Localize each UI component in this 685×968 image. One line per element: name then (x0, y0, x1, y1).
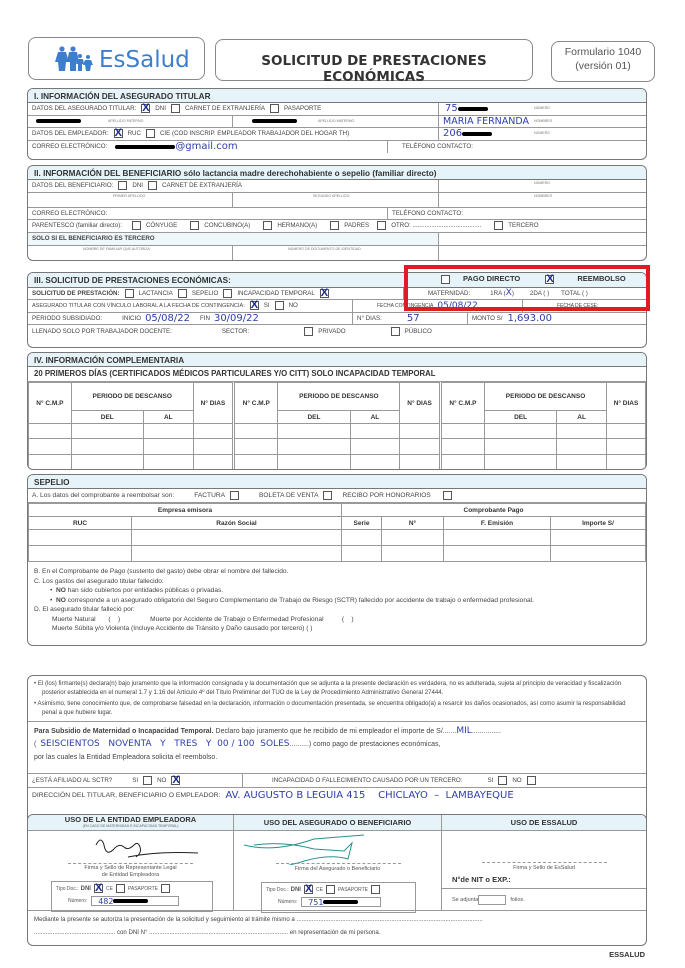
col-ruc: RUC (29, 517, 132, 530)
concubino-checkbox[interactable] (190, 221, 199, 230)
asegurado-doc-box (261, 882, 416, 913)
col-al: AL (143, 411, 193, 424)
title-rest: sólo lactancia madre derechohabiente o sepelio (familiar directo) (181, 169, 437, 178)
entidad-column (28, 815, 234, 910)
dias-value: 57 (406, 312, 420, 324)
label: folios. (510, 897, 525, 903)
label: LACTANCIA (138, 289, 173, 297)
label: SI (487, 777, 494, 784)
label: ¿ESTÁ AFILIADO AL SCTR? (32, 777, 113, 784)
label: DATOS DEL BENEFICIARIO: (32, 182, 114, 190)
authorization-end: en representación de mi persona. (289, 929, 381, 936)
apellido-paterno-field[interactable] (28, 116, 233, 128)
rep-pasaporte-checkbox[interactable] (161, 884, 170, 893)
subsidio-closing: por las cuales la Entidad Empleadora solicita el reembolso. (34, 754, 218, 761)
label: TELÉFONO CONTACTO: (402, 143, 473, 151)
label: PAGO DIRECTO (463, 274, 521, 283)
doc-number-field[interactable] (439, 103, 646, 115)
label: CORREO ELECTRÓNICO: (32, 209, 108, 217)
section-title: SEPELIO (28, 475, 646, 489)
tercero-no-checkbox[interactable] (527, 776, 536, 785)
label: FECHA CONTINGENCIA (377, 302, 434, 309)
table-row[interactable] (29, 530, 646, 546)
sctr-si-checkbox[interactable] (143, 776, 152, 785)
bullet-1: • NO han sido cubiertos por entidades públicas o privadas. (50, 587, 224, 594)
ben-telefono-field[interactable] (388, 208, 646, 220)
title-bold: II. INFORMACIÓN DEL BENEFICIARIO (34, 169, 182, 178)
col-periodo: PERIODO DE DESCANSO (278, 383, 400, 411)
entidad-sub: (EN CASO DE MATERNIDAD E INCAPACIDAD TEMPORAL) (82, 824, 179, 828)
sepelio-b: B. En el Comprobante de Pago (sustento del gasto) debe obrar el nombre del fallecido. (34, 568, 289, 575)
col-periodo: PERIODO DE DESCANSO (71, 383, 193, 411)
label: TERCERO (508, 222, 539, 230)
label: NOMBRES (534, 118, 553, 123)
vinculo-no-checkbox[interactable] (275, 301, 284, 310)
firma-rep-2: de Entidad Empleadora (101, 872, 160, 878)
label: SI (263, 302, 270, 310)
label: Se adjunta (452, 897, 479, 903)
rep-number-field[interactable] (91, 896, 179, 906)
logo-box (28, 37, 205, 80)
correo-field[interactable] (28, 141, 388, 154)
section-sepelio (27, 474, 647, 646)
firma-rep: Firma y Sello de Representante Legal (84, 865, 177, 871)
label: CARNET DE EXTRANJERÍA (162, 182, 243, 190)
label: MONTO S/ (472, 314, 503, 322)
authorization-line-2[interactable]: ................................................ con DNI N° .................................................................................. (34, 929, 289, 936)
col-serie: Serie (342, 517, 382, 530)
employer-number-value: 206 (443, 128, 463, 140)
pasaporte-checkbox[interactable] (270, 104, 279, 113)
label: PASAPORTE (127, 885, 159, 892)
form-number: Formulario 1040 (564, 46, 642, 58)
conyuge-checkbox[interactable] (132, 221, 141, 230)
label: Número: (278, 899, 298, 905)
label: DNI (290, 886, 301, 893)
aseg-pasaporte-checkbox[interactable] (371, 885, 380, 894)
rep-dni-checkbox[interactable] (94, 884, 103, 893)
fecha-contingencia-value: 05/08/22 (437, 300, 478, 311)
title-box (215, 39, 533, 85)
apellido-materno-field[interactable] (233, 116, 439, 128)
firma-essalud: Firma y Sello de EsSalud (513, 865, 575, 871)
ben-correo-field[interactable] (28, 208, 388, 220)
section-title (28, 166, 646, 180)
signature-asegurado-icon (244, 831, 364, 865)
label: DNI (155, 105, 166, 113)
label: APELLIDO MATERNO (318, 118, 355, 123)
label: INCAPACIDAD O FALLECIMIENTO CAUSADO POR UN TERCERO: (272, 777, 463, 784)
numero-documento-field[interactable] (233, 246, 439, 260)
label: Número: (68, 898, 88, 904)
nit-label: N°de NIT o EXP.: (452, 875, 511, 884)
label: HERMANO(A) (277, 222, 318, 230)
sepelio-checkbox[interactable] (178, 289, 187, 298)
certificados-table (28, 382, 646, 470)
label: N° DIAS: (357, 314, 382, 322)
primer-apellido-field[interactable] (28, 193, 233, 207)
label: TOTAL ( ) (561, 289, 588, 297)
label: CÓNYUGE (145, 222, 178, 230)
label: 2DA ( ) (529, 289, 550, 297)
nombres-value: MARIA FERNANDA (443, 115, 530, 127)
after-amount: ) como pago de prestaciones económicas, (308, 741, 441, 748)
bullet-2: • NO corresponde a un asegurado obligatorio del Seguro Complementario de Trabajo de Riesgo (SCTR) fallecido por accidente de trabajo o enfermedad profesional. (50, 596, 534, 604)
hermano-checkbox[interactable] (263, 221, 272, 230)
label: SECTOR: (221, 327, 250, 335)
label: APELLIDO PATERNO (108, 118, 144, 123)
label: INCAPACIDAD TEMPORAL (237, 289, 315, 297)
section-declaracion: • El (los) firmante(s) declara(n) bajo juramento que la información consignada y la documentación que se adjunta a la presente declaración es verdadera, no es adulterada, sujeta al principio de veracidad y fiscalización posterior establecida en el numeral 1.7 y 1.16 del Artículo 4º del Título Preliminar del TUO de la Ley de Procedimiento Administrativo General 27444. • Asimismo, tiene conocimiento que, de comprobarse falsedad en la declaración, información o documentación presentada, se encuentra obligado(a) a resarcir los daños ocasionados, así como asumir la responsabilidad penal a que hubiere lugar. Para Subsidio de Maternidad o Incapacidad Temporal. Declaro bajo juramento que he recibido de mi empleador el importe de S/.......MIL............... ( SEISCIENTOS NOVENTA Y TRES Y 00 / 100 SOLES..........) como pago de prestaciones económicas, por las cuales la Entidad Empleadora solicita el reembolso. ¿ESTÁ AFILIADO AL SCTR? SI NO X INCAPACIDAD O FALLECIMIENTO CAUSADO POR UN TERCERO: SI NO DIRECCIÓN DEL TITULAR, BENEFICIARIO O EMPLEADOR: AV. AUGUSTO B LEGUIA 415 CHICLAYO – LAMBAYEQUE (27, 675, 647, 829)
label: PERIODO SUBSIDIADO: (32, 314, 103, 322)
tercero-checkbox[interactable] (494, 221, 503, 230)
col-dias: N° DIAS (607, 383, 646, 424)
label: DATOS DEL ASEGURADO TITULAR: (32, 105, 137, 113)
section-asegurado-titular (27, 88, 647, 160)
label: NO (157, 777, 167, 784)
firma-asegurado: Firma del Asegurado o Beneficiario (294, 866, 381, 872)
form-version: (versión 01) (575, 60, 631, 72)
subtitle: 20 PRIMEROS DÍAS (CERTIFICADOS MÉDICOS PARTICULARES Y/O CITT) SOLO INCAPACIDAD TEMPORAL (28, 367, 646, 382)
label: NOMBRES (534, 193, 553, 198)
amount-word[interactable]: MIL (456, 726, 472, 736)
ruc-checkbox[interactable] (114, 129, 123, 138)
section-complementaria (27, 352, 647, 470)
sepelio-d: D. El asegurado titular falleció por: (34, 606, 135, 613)
factura-checkbox[interactable] (230, 491, 239, 500)
col-al: AL (557, 411, 607, 424)
label: NO (512, 777, 522, 784)
family-logo-icon (55, 46, 97, 72)
text: han sido cubiertos por entidades públicas o privadas. (65, 587, 224, 594)
direccion-field[interactable] (28, 788, 646, 803)
folios-field[interactable] (478, 895, 506, 905)
bold: NO (55, 596, 66, 604)
section-title: IV. INFORMACIÓN COMPLEMENTARIA (28, 353, 646, 367)
label: REEMBOLSO (577, 274, 626, 283)
table-row[interactable] (29, 439, 646, 454)
recibo-checkbox[interactable] (443, 491, 452, 500)
muerte-natural[interactable]: Muerte Natural ( ) (52, 615, 121, 623)
incapacidad-mark[interactable] (320, 289, 329, 298)
highlight-box (404, 265, 650, 311)
sctr-no-checkbox[interactable] (171, 776, 180, 785)
label: CARNET DE EXTRANJERÍA (184, 105, 265, 113)
declaration-bullet-1: • El (los) firmante(s) declara(n) bajo juramento que la información consignada y la documentación que se adjunta a la presente declaración es verdadera, no es adulterada, sujeta al principio de veracidad y fiscalización posterior establecida en el numeral 1.7 y 1.16 del Artículo 4º del Título Preliminar del TUO de la Ley de Procedimiento Administrativo General 27444. (34, 680, 622, 696)
label: PARENTESCO (familiar directo): (32, 222, 122, 230)
aseg-ce-checkbox[interactable] (326, 885, 335, 894)
label: RUC (127, 130, 141, 138)
nombres-field[interactable] (439, 116, 646, 128)
col-periodo: PERIODO DE DESCANSO (485, 383, 607, 411)
section-title: I. INFORMACIÓN DEL ASEGURADO TITULAR (28, 89, 646, 103)
doc-number-value: 75 (445, 103, 458, 115)
label: INICIO (122, 314, 142, 322)
label: NÚMERO (534, 131, 550, 135)
title: III. SOLICITUD DE PRESTACIONES ECONÓMICAS: (34, 276, 231, 285)
subsidio-lead: Para Subsidio de Maternidad o Incapacidad Temporal. (34, 728, 214, 735)
aseg-dni-checkbox[interactable] (304, 885, 313, 894)
label: LLENADO SOLO POR TRABAJADOR DOCENTE: (32, 327, 172, 335)
label: Tipo Doc.: (266, 886, 289, 893)
vinculo-si-checkbox[interactable] (250, 301, 259, 310)
label: FECHA DE CESE: (557, 302, 599, 309)
section-beneficiario (27, 165, 647, 261)
label: CE (105, 885, 113, 892)
essalud-title: USO DE ESSALUD (442, 815, 646, 831)
label: DIRECCIÓN DEL TITULAR, BENEFICIARIO O EMPLEADOR: (32, 792, 221, 799)
label: PASAPORTE (337, 886, 369, 893)
monto-field[interactable] (468, 313, 646, 325)
aseg-number-field[interactable] (301, 897, 381, 907)
col-del: DEL (485, 411, 557, 424)
label: SEGUNDO APELLIDO (313, 193, 350, 198)
col-razon-social: Razón Social (132, 517, 342, 530)
col-dias: N° DIAS (193, 383, 233, 424)
label: SEPELIO (191, 289, 219, 297)
col-al: AL (350, 411, 400, 424)
label: ) (511, 289, 514, 297)
label: Tipo Doc.: (56, 885, 79, 892)
label: DNI (132, 182, 144, 190)
ben-nombres-field[interactable] (439, 193, 646, 207)
dias-field[interactable] (353, 313, 468, 325)
ben-carnet-checkbox[interactable] (148, 181, 157, 190)
label: NÚMERO (534, 181, 550, 185)
label: PRIVADO (318, 327, 346, 335)
label: PADRES (344, 222, 370, 230)
col-cmp: N° C.M.P (234, 383, 278, 424)
label: NO (288, 302, 298, 310)
label: CONCUBINO(A) (204, 222, 251, 230)
otro-checkbox[interactable] (377, 221, 386, 230)
label: PASAPORTE (283, 105, 322, 113)
label: A. Los datos del comprobante a reembolsar son: (32, 492, 175, 499)
comprobante-table (28, 503, 646, 562)
muerte-subita[interactable]: Muerte Súbita y/o Violenta (Incluye Accidente de Tránsito y Daño causado por tercero) ( ) (52, 625, 313, 632)
label: 1RA ( (490, 289, 506, 297)
signature-rep-icon (88, 835, 198, 863)
tercero-si-checkbox[interactable] (498, 776, 507, 785)
table-row[interactable] (29, 424, 646, 439)
rep-ce-checkbox[interactable] (116, 884, 125, 893)
cie-checkbox[interactable] (146, 129, 155, 138)
asegurado-column (234, 815, 442, 910)
label: DATOS DEL EMPLEADOR: (32, 130, 109, 138)
label: CE (315, 886, 323, 893)
label: PÚBLICO (404, 327, 432, 335)
label: NÚMERO DE DOCUMENTO DE IDENTIDAD (288, 247, 361, 251)
footer-brand: ESSALUD (609, 950, 645, 959)
muerte-accidente[interactable]: Muerte por Accidente de Trabajo o Enfermedad Profesional ( ) (150, 615, 354, 623)
label: CIE (COD INSCRIP. EMPLEADOR TRABAJADOR DEL HOGAR TH) (159, 130, 350, 138)
correo-value: @gmail.com (175, 141, 238, 153)
direccion-value: AV. AUGUSTO B LEGUIA 415 CHICLAYO – LAMBAYEQUE (225, 790, 514, 801)
boleta-checkbox[interactable] (323, 491, 332, 500)
label: SOLICITUD DE PRESTACIÓN: (32, 289, 120, 297)
publico-checkbox[interactable] (391, 327, 400, 336)
essalud-column (442, 815, 646, 910)
aseg-number: 751 (308, 897, 324, 907)
label: OTRO: ........................................ (391, 222, 482, 230)
table-row[interactable] (29, 454, 646, 469)
asegurado-title: USO DEL ASEGURADO O BENEFICIARIO (234, 815, 441, 831)
telefono-field[interactable] (388, 141, 646, 154)
sepelio-c: C. Los gastos del asegurado titular fallecido: (34, 577, 164, 585)
label: SI (132, 777, 139, 784)
incapacidad-checkbox[interactable] (223, 289, 232, 298)
logo-text: EsSalud (99, 47, 190, 73)
text: El (los) firmante(s) declara(n) bajo juramento que la información consignada y la documentación que se adjunta a la presente declaración es verdadera, no es adulterada, sujeta al principio de veracidad y fiscalización posterior establecida en el numeral 1.7 y 1.16 del Artículo 4º del Título Preliminar del TUO de la Ley de Procedimiento Administrativo General 27444. (37, 680, 622, 696)
subsidio-text: Declaro bajo juramento que he recibido de mi empleador el importe de S/....... (213, 728, 457, 735)
amount-words[interactable]: SEISCIENTOS NOVENTA Y TRES Y 00 / 100 SOLES (40, 739, 290, 749)
col-cmp: N° C.M.P (440, 383, 484, 424)
padres-checkbox[interactable] (330, 221, 339, 230)
lactancia-checkbox[interactable] (125, 289, 134, 298)
text: Asimismo, tiene conocimiento que, de comprobarse falsedad en la declaración, información o documentación presentada, se encuentra obligado(a) a resarcir los daños ocasionados, así como asumir la responsabilidad penal a que hubiere lugar. (37, 700, 626, 716)
label: MATERNIDAD: (428, 289, 471, 297)
ben-dni-checkbox[interactable] (118, 181, 127, 190)
form-number-box (551, 41, 655, 82)
label: FACTURA (194, 492, 225, 499)
text: corresponde a un asegurado obligatorio del Seguro Complementario de Trabajo de Riesgo (SCTR) fallecido por accidente de trabajo o enfermedad profesional. (65, 596, 534, 604)
rep-doc-box (51, 881, 213, 912)
label: PRIMER APELLIDO (113, 193, 146, 198)
solo-tercero-label: SOLO SI EL BENEFICIARIO ES TERCERO (28, 233, 439, 246)
label: TELÉFONO CONTACTO: (392, 209, 463, 217)
col-del: DEL (71, 411, 143, 424)
label: NÚMERO (534, 106, 550, 110)
label: ASEGURADO TITULAR CON VÍNCULO LABORAL A LA FECHA DE CONTINGENCIA: (32, 302, 245, 309)
nombre-familiar-field[interactable] (28, 246, 233, 260)
col-dias: N° DIAS (400, 383, 440, 424)
fin-value[interactable]: 30/09/22 (213, 312, 259, 324)
inicio-value[interactable]: 05/08/22 (145, 312, 190, 324)
authorization-line-1[interactable]: Mediante la presente se autoriza la presentación de la solicitud y seguimiento al trámite mismo a .............................................................................................................. (34, 916, 483, 923)
col-comprobante: Comprobante Pago (342, 504, 646, 517)
segundo-apellido-field[interactable] (233, 193, 439, 207)
employer-number-field[interactable] (439, 128, 646, 140)
form-title: SOLICITUD DE PRESTACIONES ECONÓMICAS (261, 53, 487, 85)
col-del: DEL (278, 411, 350, 424)
section-firmas (27, 814, 647, 946)
dni-checkbox[interactable] (141, 104, 150, 113)
label: CORREO ELECTRÓNICO: (32, 143, 108, 151)
bold: NO (55, 587, 66, 594)
privado-checkbox[interactable] (304, 327, 313, 336)
table-row[interactable] (29, 546, 646, 562)
label: NOMBRE DE FAMILIAR QUE AUTORIZA (83, 247, 150, 251)
col-empresa: Empresa emisora (29, 504, 342, 517)
rep-number: 482 (98, 896, 114, 906)
label: RECIBO POR HONORARIOS (342, 492, 431, 499)
declaration-bullet-2: • Asimismo, tiene conocimiento que, de comprobarse falsedad en la declaración, información o documentación presentada, se encuentra obligado(a) a resarcir los daños ocasionados, así como asumir la responsabilidad penal a que hubiere lugar. (34, 700, 626, 716)
primera-mark[interactable]: X (505, 288, 512, 299)
carnet-checkbox[interactable] (171, 104, 180, 113)
col-importe: Importe S/ (551, 517, 646, 530)
label: FIN (199, 314, 210, 322)
label: DNI (80, 885, 91, 892)
col-emision: F. Emisión (444, 517, 551, 530)
label: BOLETA DE VENTA (259, 492, 319, 499)
monto-value: 1,693.00 (507, 312, 553, 324)
col-numero: N° (382, 517, 444, 530)
entidad-title: USO DE LA ENTIDAD EMPLEADORA (64, 815, 197, 824)
ben-numero-field[interactable] (439, 180, 646, 192)
col-cmp: N° C.M.P (29, 383, 72, 424)
